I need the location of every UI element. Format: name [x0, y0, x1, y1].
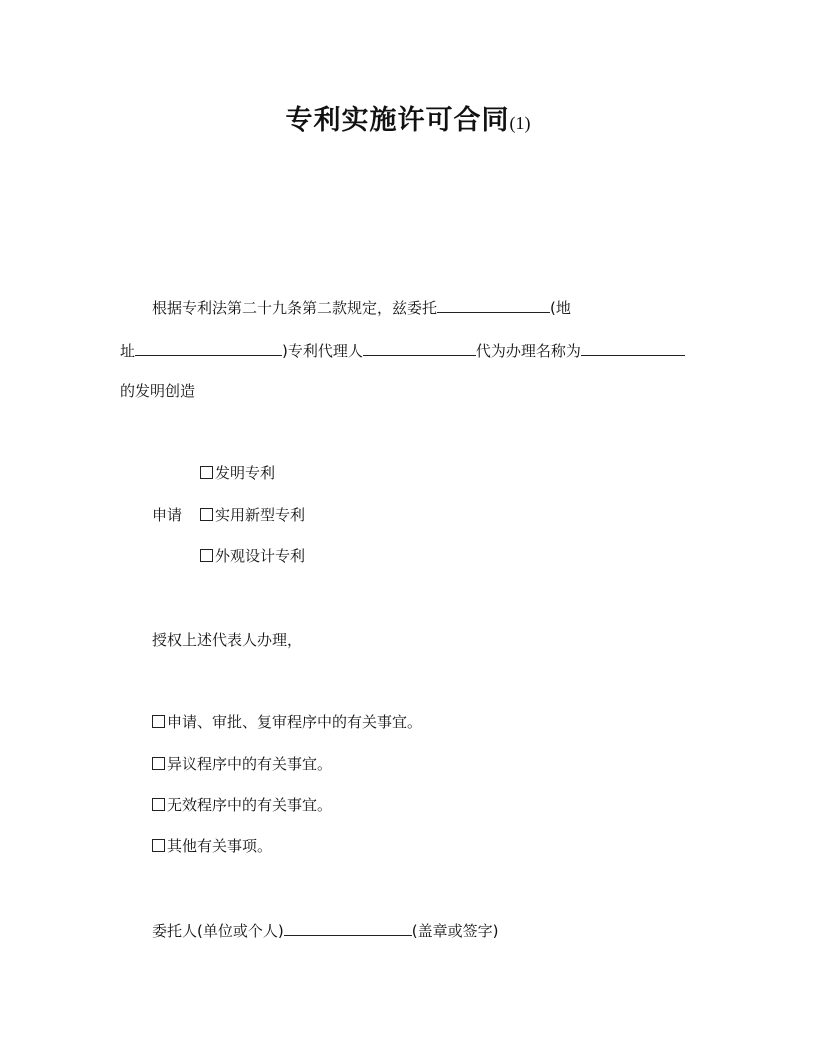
option-label: 实用新型专利: [215, 506, 306, 524]
matter-label: 其他有关事项。: [167, 837, 273, 855]
checkbox-icon: [152, 839, 165, 852]
principal-label: 委托人(单位或个人): [152, 922, 284, 940]
matter-item: [152, 836, 272, 856]
checkbox-icon: [152, 715, 165, 728]
para1-line1-text: 根据专利法第二十九条第二款规定，兹委托: [152, 299, 438, 317]
application-label: 申请: [152, 506, 183, 524]
address-blank: [135, 340, 282, 356]
para1-line1-tail: (地: [550, 299, 571, 317]
para1-line1: [152, 297, 571, 318]
invention-name-blank: [581, 340, 685, 356]
agent-blank: [363, 340, 476, 356]
matter-label: 异议程序中的有关事宜。: [167, 755, 333, 773]
para1-line3: 的发明创造: [120, 382, 196, 400]
matter-item: [152, 795, 332, 815]
checkbox-icon: [200, 508, 213, 521]
option-design-patent: [200, 546, 305, 566]
checkbox-icon: [152, 757, 165, 770]
para1-line2-mid1: )专利代理人: [282, 342, 363, 360]
authorization-text: 授权上述代表人办理，: [152, 631, 303, 649]
matter-label: 申请、审批、复审程序中的有关事宜。: [167, 713, 423, 731]
principal-line: [152, 920, 498, 941]
matter-item: [152, 712, 422, 732]
option-label: 外观设计专利: [215, 547, 306, 565]
checkbox-icon: [152, 798, 165, 811]
matter-label: 无效程序中的有关事宜。: [167, 796, 333, 814]
title-suffix: (1): [509, 113, 531, 133]
para1-line2: [120, 340, 685, 361]
principal-suffix: (盖章或签字): [411, 922, 499, 940]
entrustee-blank: [437, 297, 550, 313]
matter-item: [152, 754, 332, 774]
option-invention-patent: [200, 463, 275, 483]
checkbox-icon: [200, 466, 213, 479]
para1-line2-mid2: 代为办理名称为: [475, 342, 581, 360]
document-title: [0, 98, 816, 137]
title-text: 专利实施许可合同: [285, 105, 510, 136]
para1-line2-head: 址: [120, 342, 136, 360]
checkbox-icon: [200, 549, 213, 562]
option-utility-model: [200, 505, 305, 525]
principal-blank: [284, 920, 412, 936]
option-label: 发明专利: [215, 464, 276, 482]
